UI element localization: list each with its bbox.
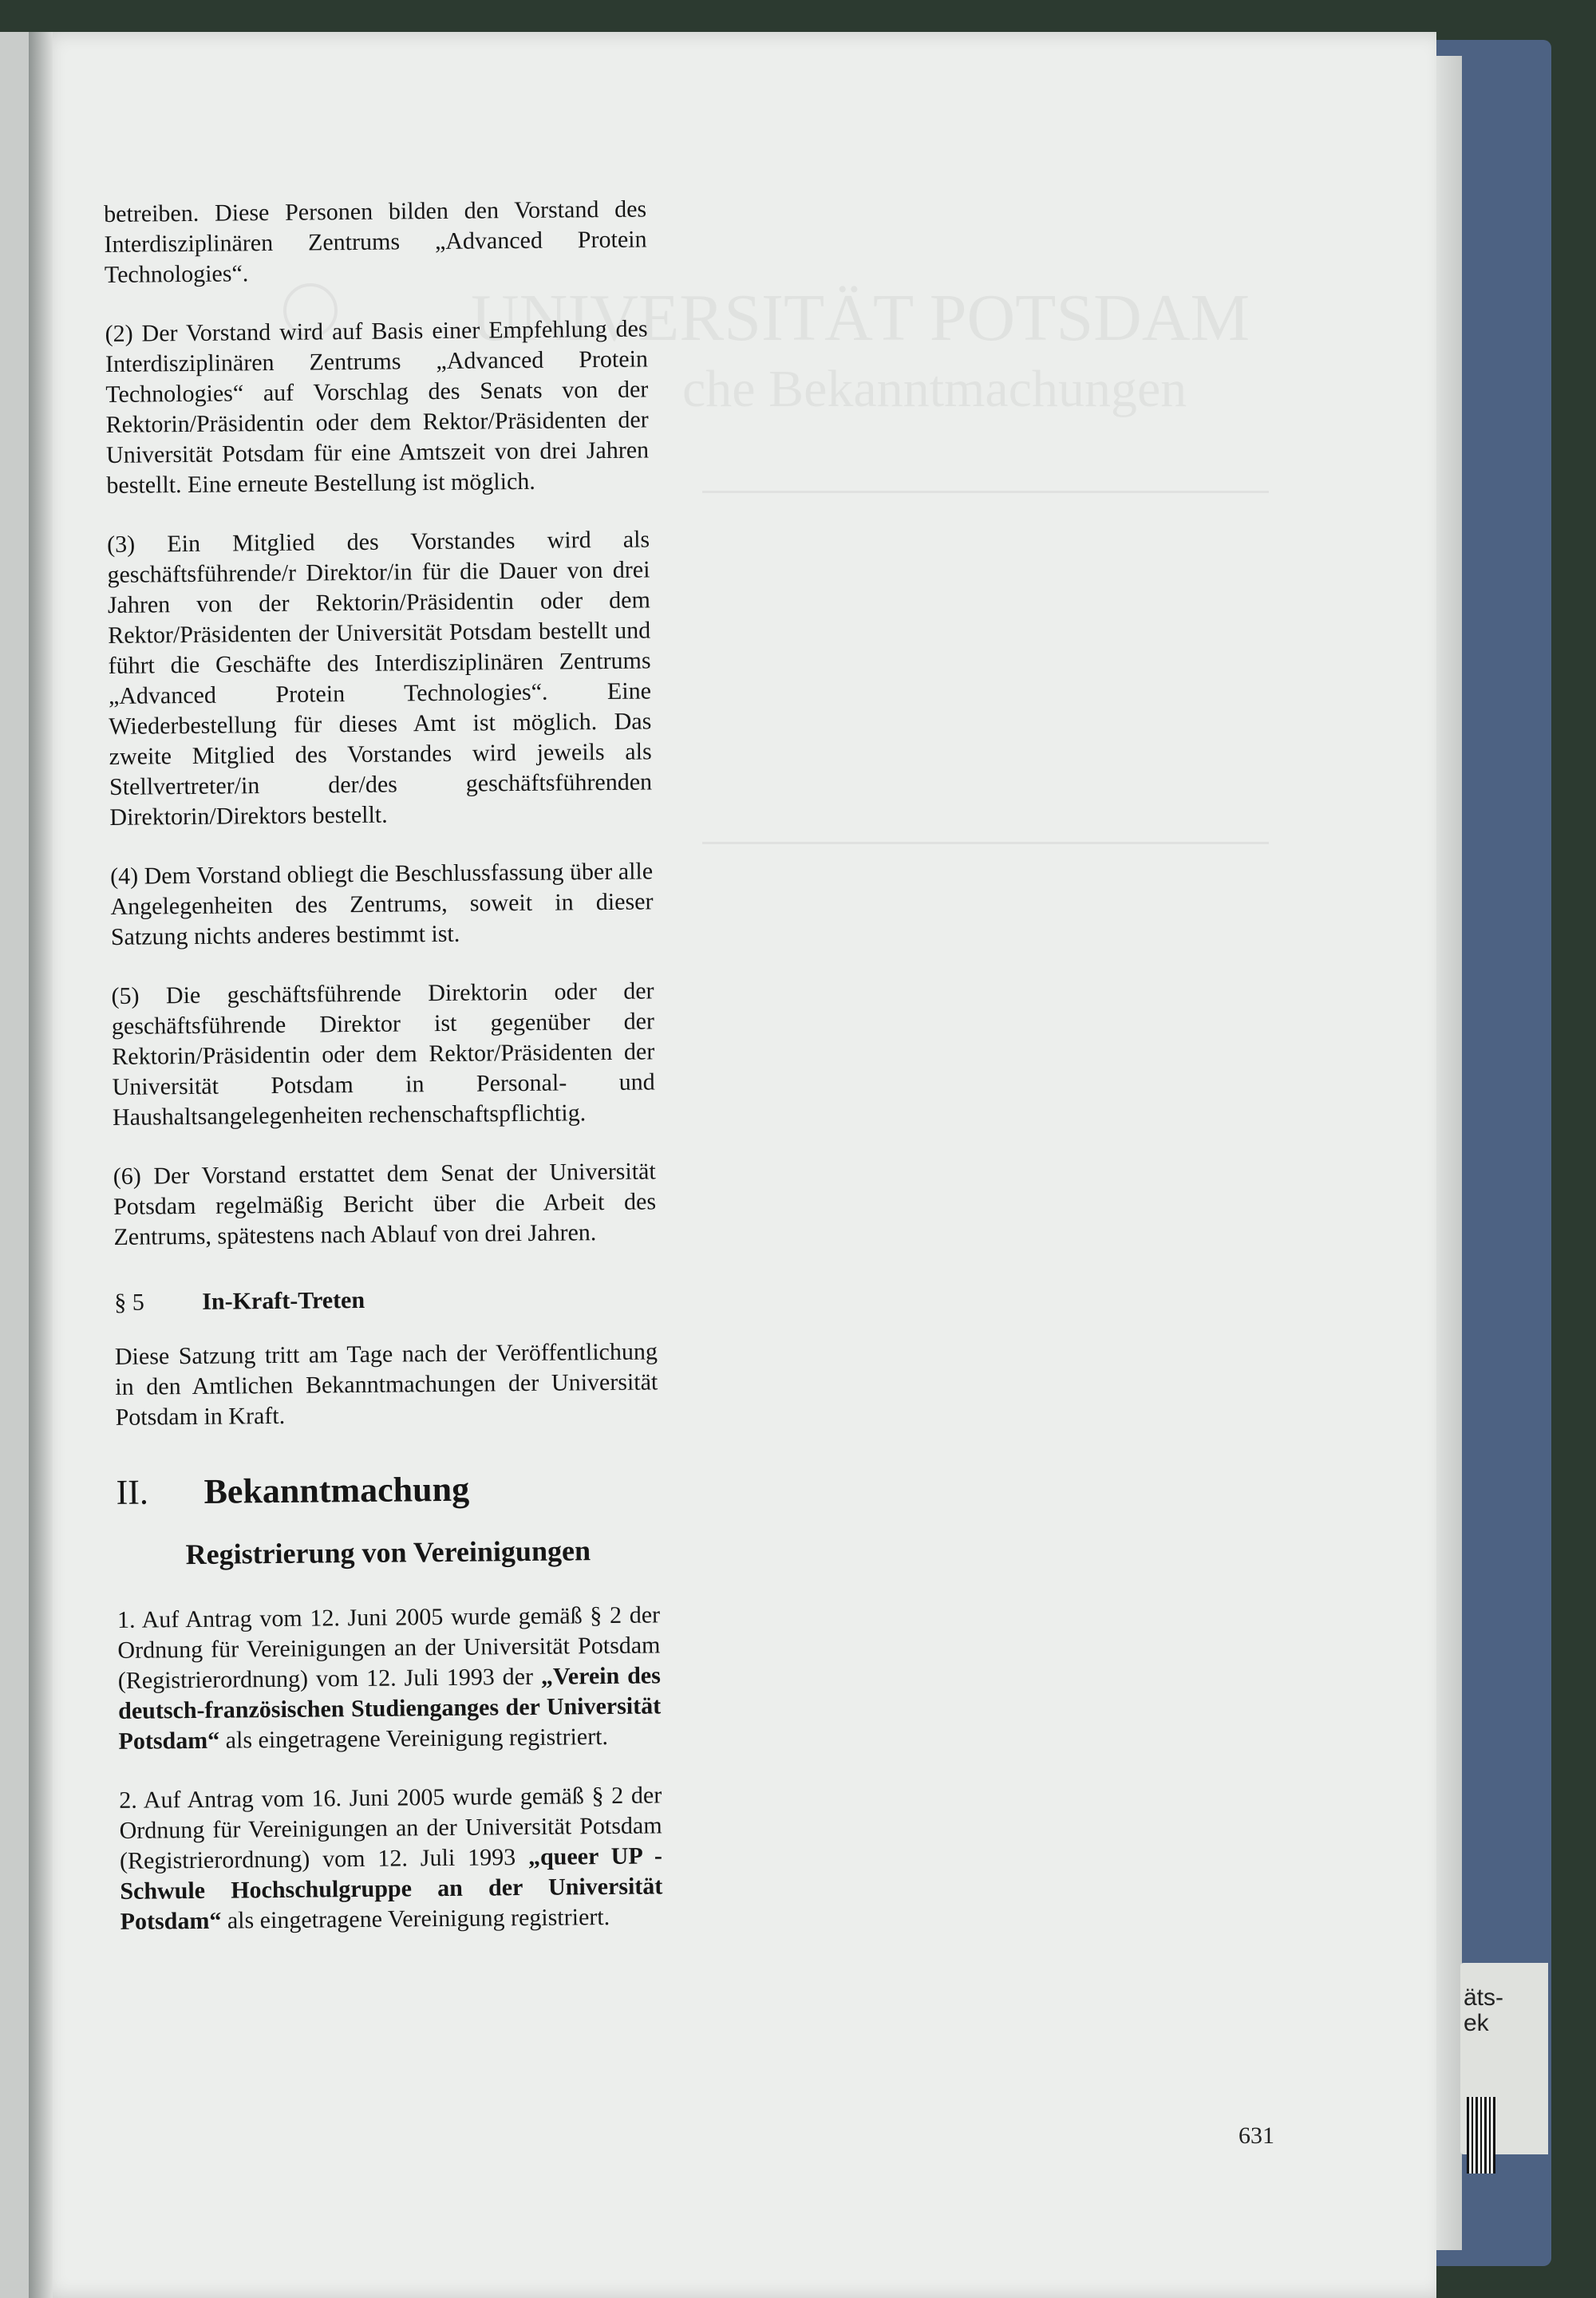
text-column	[104, 194, 663, 1965]
section-number: § 5	[114, 1289, 144, 1316]
subheading: Registrierung von Vereinigungen	[185, 1534, 591, 1571]
paragraph: (5) Die geschäftsführende Direktorin oder der geschäftsführende Direktor ist gegenüber der Rektorin/Präsidentin oder dem Rektor/Präsidenten der Universität Potsdam in Personal- und Haushaltsangelegenheiten rechenschaftspflichtig.	[111, 977, 655, 1131]
chapter-heading	[116, 1469, 658, 1512]
registration-text: 1. Auf Antrag vom 12. Juni 2005 wurde gemäß § 2 der Ordnung für Vereinigungen an der Universität Potsdam (Registrierordnung) vom 12. Juli 1993 der	[117, 1601, 661, 1694]
registration-item	[119, 1780, 663, 1937]
library-tab-label-line: äts-	[1464, 1984, 1504, 2011]
show-through-rule	[702, 491, 1269, 493]
paragraph: (3) Ein Mitglied des Vorstandes wird als geschäftsführende/r Direktor/in für die Dauer von drei Jahren von der Rektorin/Präsidentin oder dem Rektor/Präsidenten der Universität Potsdam bestellt und führt die Geschäfte des Interdisziplinären Zentrums „Advanced Protein Technologies“. Eine Wiederbestellung für dieses Amt ist möglich. Das zweite Mitglied des Vorstandes wird jeweils als Stellvertreter/in der/des geschäftsführenden Direktorin/Direktors bestellt.	[106, 526, 653, 831]
paragraph: (4) Dem Vorstand obliegt die Beschlussfassung über alle Angelegenheiten des Zentrums, soweit in dieser Satzung nichts anderes bestimmt ist.	[109, 858, 654, 950]
section-heading	[114, 1282, 657, 1318]
association-name: „Verein des deutsch-französischen Studienganges der Universität Potsdam“	[118, 1662, 662, 1755]
registration-item	[117, 1600, 662, 1757]
barcode-icon	[1467, 2097, 1495, 2174]
section-title: In-Kraft-Treten	[202, 1286, 365, 1315]
association-name: „queer UP - Schwule Hochschulgruppe an der Universität Potsdam“	[120, 1842, 663, 1935]
library-tab-label-line: ek	[1464, 2010, 1489, 2036]
show-through-subtitle	[682, 359, 1187, 420]
library-tab-label	[1464, 1985, 1503, 2036]
paragraph: betreiben. Diese Personen bilden den Vorstand des Interdisziplinären Zentrums „Advanced Protein Technologies“.	[104, 195, 647, 288]
registration-text: 2. Auf Antrag vom 16. Juni 2005 wurde gemäß § 2 der Ordnung für Vereinigungen an der Universität Potsdam (Registrierordnung) vom 12. Juli 1993	[119, 1782, 662, 1874]
chapter-number: II.	[116, 1472, 149, 1512]
registration-text: als eingetragene Vereinigung registriert.	[221, 1904, 610, 1934]
page-number: 631	[1238, 2122, 1274, 2149]
chapter-title: Bekanntmachung	[203, 1469, 470, 1511]
book-gutter	[29, 32, 53, 2298]
paragraph: (2) Der Vorstand wird auf Basis einer Empfehlung des Interdisziplinären Zentrums „Advanced Protein Technologies“ auf Vorschlag des Senats von der Rektorin/Präsidentin oder dem Rektor/Präsidenten der Universität Potsdam für eine Amtszeit von drei Jahren bestellt. Eine erneute Bestellung ist möglich.	[105, 315, 650, 499]
section-text: Diese Satzung tritt am Tage nach der Veröffentlichung in den Amtlichen Bekanntmachungen der Universität Potsdam in Kraft.	[114, 1338, 658, 1431]
paragraph: (6) Der Vorstand erstattet dem Senat der Universität Potsdam regelmäßig Bericht über die Arbeit des Zentrums, spätestens nach Ablauf von drei Jahren.	[113, 1158, 657, 1250]
registration-text: als eingetragene Vereinigung registriert.	[219, 1724, 609, 1754]
show-through-rule	[702, 842, 1269, 844]
